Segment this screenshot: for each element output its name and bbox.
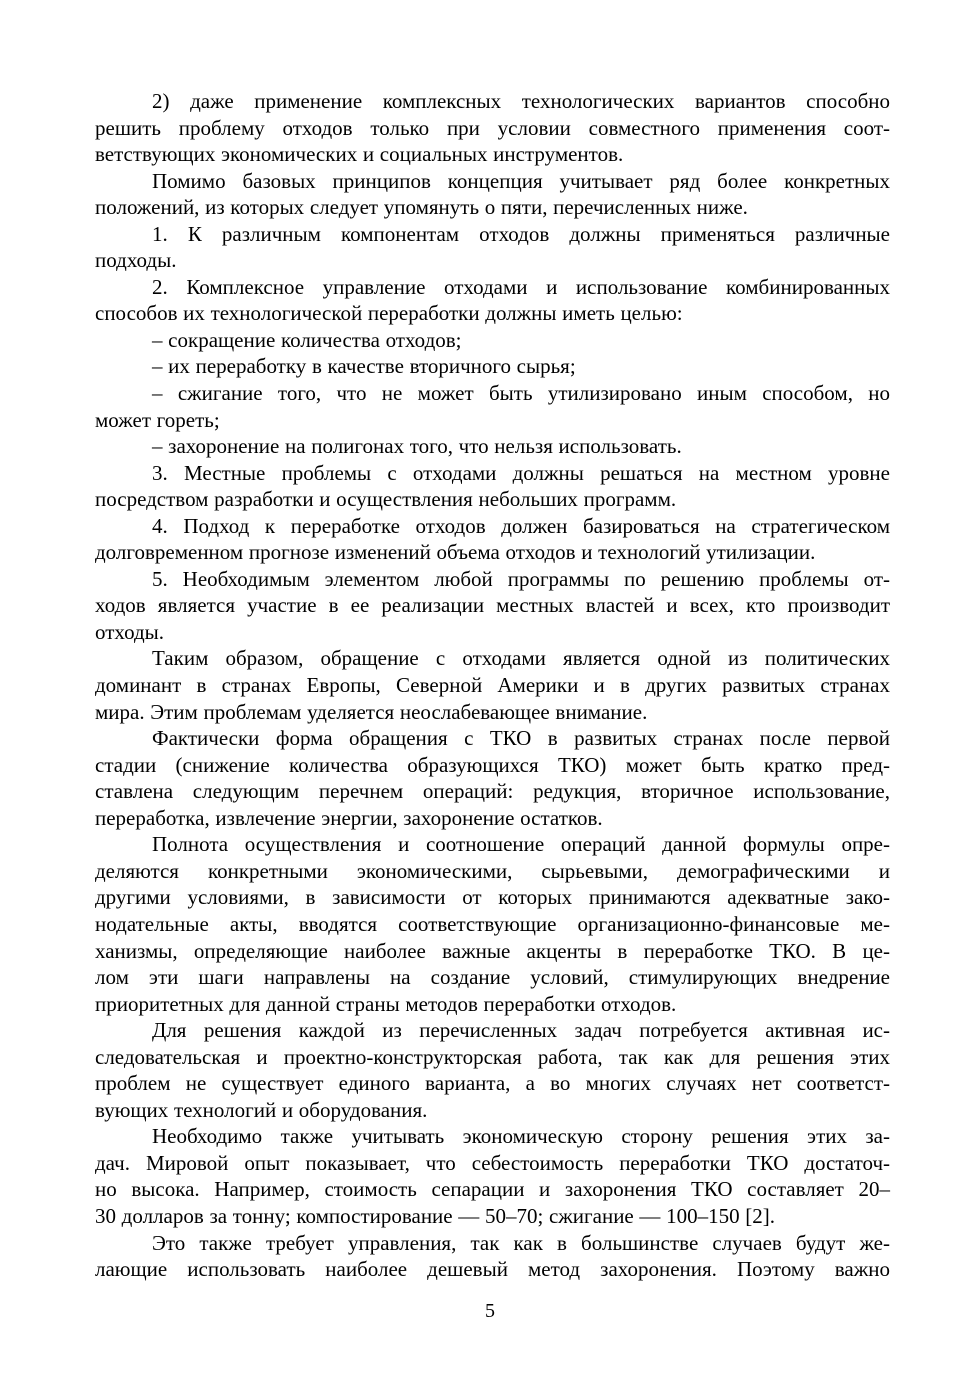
text-line: ходов является участие в ее реализации местных властей и всех, кто производит bbox=[95, 593, 890, 618]
text-line: посредством разработки и осуществления небольших программ. bbox=[95, 487, 677, 512]
text-line: деляются конкретными экономическими, сырьевыми, демографическими и bbox=[95, 858, 890, 883]
text-line: Таким образом, обращение с отходами является одной из политических bbox=[152, 646, 890, 671]
list-item-landfill bbox=[95, 433, 890, 460]
text-line: – их переработку в качестве вторичного сырья; bbox=[152, 354, 576, 379]
text-line: 2) даже применение комплексных технологических вариантов способно bbox=[152, 89, 890, 113]
paragraph-research-needed bbox=[95, 1017, 890, 1123]
text-line: – захоронение на полигонах того, что нельзя использовать. bbox=[152, 434, 682, 459]
text-line: Необходимо также учитывать экономическую сторону решения этих за- bbox=[152, 1124, 890, 1149]
text-line: 2. Комплексное управление отходами и использование комбинированных bbox=[152, 274, 890, 299]
text-line: лающие использовать наиболее дешевый метод захоронения. Поэтому важно bbox=[95, 1257, 890, 1282]
text-line: дач. Мировой опыт показывает, что себестоимость переработки ТКО достаточ- bbox=[95, 1150, 890, 1175]
text-line: вующих технологий и оборудования. bbox=[95, 1097, 428, 1122]
paragraph-point-4 bbox=[95, 513, 890, 566]
paragraph-management bbox=[95, 1230, 890, 1283]
text-line: – сжигание того, что не может быть утилизировано иным способом, но bbox=[152, 381, 890, 406]
text-line: 5. Необходимым элементом любой программы по решению проблемы от- bbox=[152, 566, 890, 591]
paragraph-point-3 bbox=[95, 460, 890, 513]
paragraph-tko-form bbox=[95, 725, 890, 831]
text-line: 1. К различным компонентам отходов должны применяться различные bbox=[152, 221, 890, 246]
text-line: Для решения каждой из перечисленных задач потребуется активная ис- bbox=[152, 1018, 890, 1043]
page-text bbox=[95, 88, 890, 1283]
text-line: может гореть; bbox=[95, 407, 220, 432]
paragraph-economics bbox=[95, 1123, 890, 1229]
text-line: подходы. bbox=[95, 248, 177, 273]
text-line: решить проблему отходов только при условии совместного применения соот- bbox=[95, 115, 890, 140]
list-item-recycling bbox=[95, 353, 890, 380]
paragraph-item-2 bbox=[95, 88, 890, 168]
text-line: 3. Местные проблемы с отходами должны решаться на местном уровне bbox=[152, 460, 890, 485]
paragraph-intro-principles bbox=[95, 168, 890, 221]
text-line: способов их технологической переработки должны иметь целью: bbox=[95, 301, 683, 326]
text-line: ханизмы, определяющие наиболее важные акценты в переработке ТКО. В це- bbox=[95, 938, 890, 963]
list-item-reduction bbox=[95, 327, 890, 354]
paragraph-point-1 bbox=[95, 221, 890, 274]
text-line: нодательные акты, вводятся соответствующие организационно-финансовые ме- bbox=[95, 911, 890, 936]
text-line: другими условиями, в зависимости от которых принимаются адекватные зако- bbox=[95, 885, 890, 910]
text-line: стадии (снижение количества образующихся ТКО) может быть кратко пред- bbox=[95, 752, 890, 777]
text-line: отходы. bbox=[95, 619, 165, 644]
text-line: Помимо базовых принципов концепция учитывает ряд более конкретных bbox=[152, 168, 890, 193]
text-line: 4. Подход к переработке отходов должен базироваться на стратегическом bbox=[152, 513, 890, 538]
text-line: но высока. Например, стоимость сепарации и захоронения ТКО составляет 20– bbox=[95, 1177, 890, 1202]
paragraph-thus bbox=[95, 645, 890, 725]
text-line: долговременном прогнозе изменений объема отходов и технологий утилизации. bbox=[95, 540, 816, 565]
text-line: 30 долларов за тонну; компостирование — 50–70; сжигание — 100–150 [2]. bbox=[95, 1203, 776, 1228]
paragraph-point-2 bbox=[95, 274, 890, 327]
text-line: мира. Этим проблемам уделяется неослабевающее внимание. bbox=[95, 699, 648, 724]
text-line: приоритетных для данной страны методов переработки отходов. bbox=[95, 991, 677, 1016]
text-line: ставлена следующим перечнем операций: редукция, вторичное использование, bbox=[95, 779, 890, 804]
text-line: – сокращение количества отходов; bbox=[152, 327, 462, 352]
text-line: проблем не существует единого варианта, а во многих случаях нет соответст- bbox=[95, 1071, 890, 1096]
list-item-incineration bbox=[95, 380, 890, 433]
text-line: Это также требует управления, так как в большинстве случаев будут же- bbox=[152, 1230, 890, 1255]
paragraph-point-5 bbox=[95, 566, 890, 646]
text-line: доминант в странах Европы, Северной Америки и в других развитых странах bbox=[95, 673, 890, 698]
text-line: положений, из которых следует упомянуть о пяти, перечисленных ниже. bbox=[95, 195, 748, 220]
text-line: Полнота осуществления и соотношение операций данной формулы опре- bbox=[152, 832, 890, 857]
text-line: ветствующих экономических и социальных инструментов. bbox=[95, 142, 624, 167]
text-line: переработка, извлечение энергии, захоронение остатков. bbox=[95, 805, 603, 830]
text-line: лом эти шаги направлены на создание условий, стимулирующих внедрение bbox=[95, 965, 890, 990]
text-line: следовательская и проектно-конструкторская работа, так как для решения этих bbox=[95, 1044, 890, 1069]
text-line: Фактически форма обращения с ТКО в развитых странах после первой bbox=[152, 726, 890, 751]
page-number: 5 bbox=[485, 1300, 495, 1322]
paragraph-completeness bbox=[95, 831, 890, 1017]
